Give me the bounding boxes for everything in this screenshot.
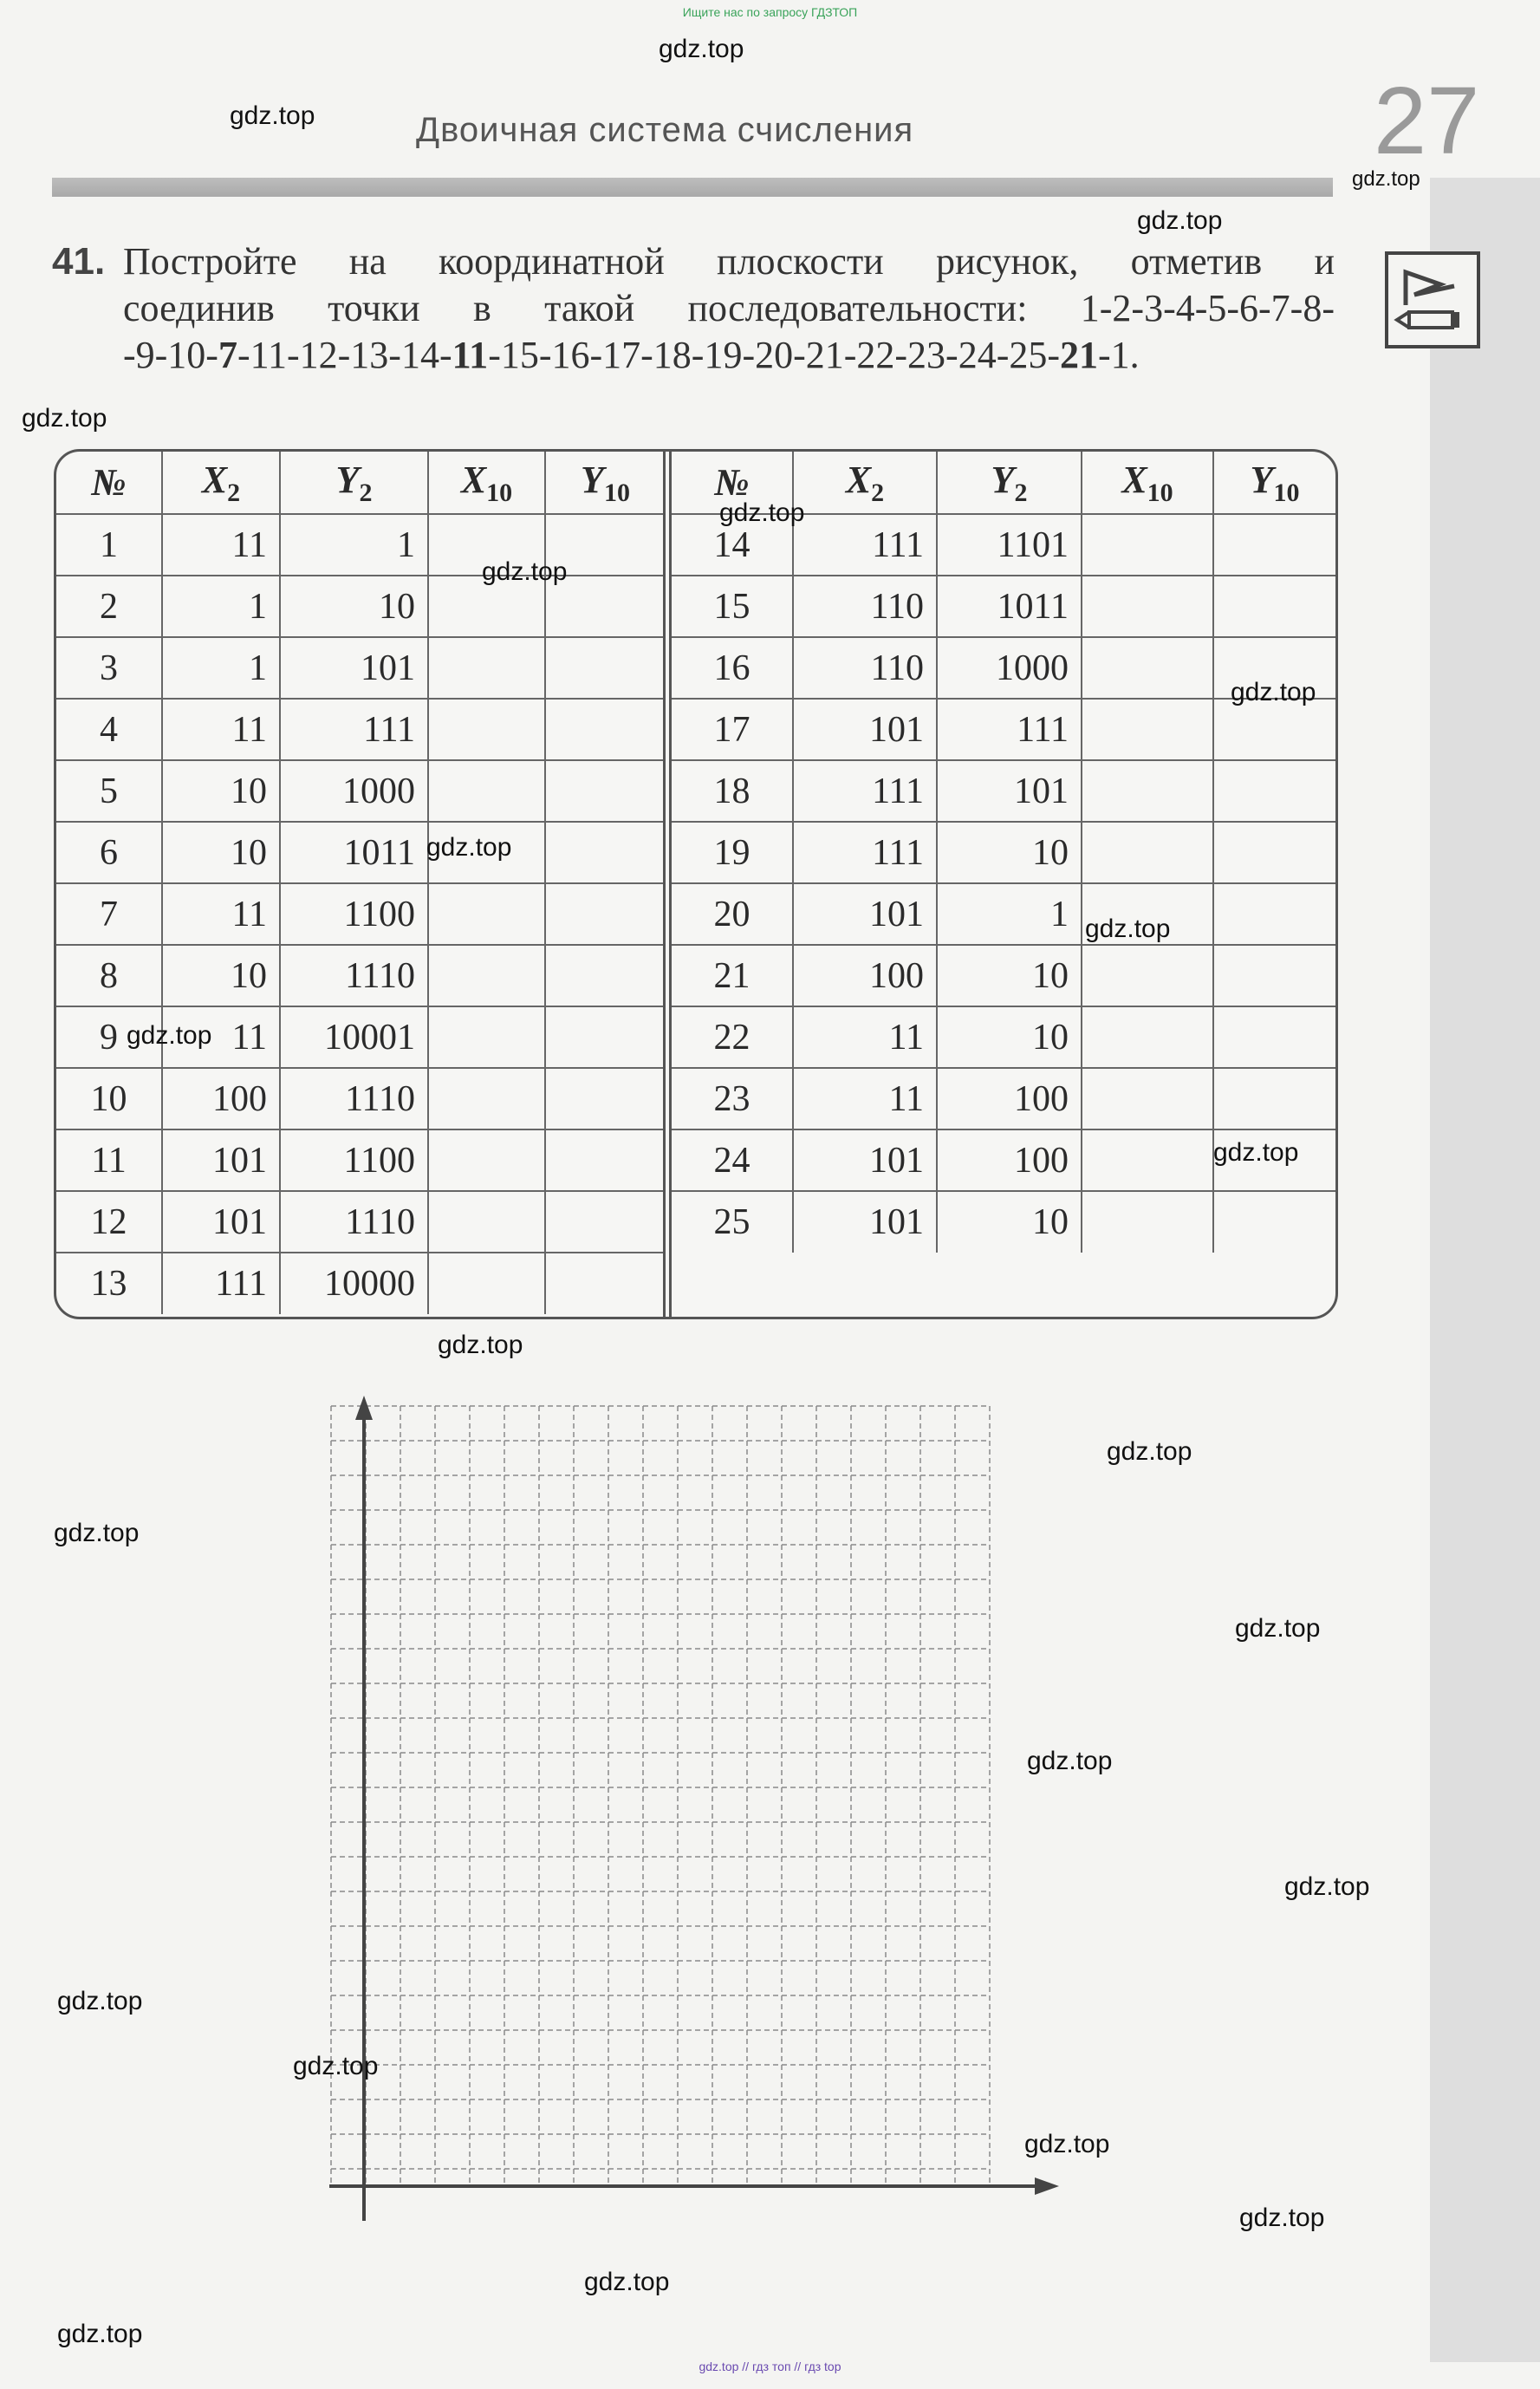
y10-cell[interactable]: [1213, 514, 1335, 576]
watermark: gdz.top: [127, 1021, 212, 1050]
x10-cell[interactable]: [428, 637, 545, 699]
y2-cell: 1100: [280, 883, 428, 945]
x2-cell: 10: [162, 822, 280, 883]
x2-cell: 1: [162, 637, 280, 699]
x2-cell: 10: [162, 945, 280, 1006]
table-left-half: [56, 452, 665, 1317]
y2-cell: 1000: [937, 637, 1082, 699]
task-line-3: -9-10-7-11-12-13-14-11-15-16-17-18-19-20-21-22-23-24-25-21-1.: [123, 334, 1140, 376]
x10-cell[interactable]: [428, 1068, 545, 1129]
watermark: gdz.top: [1107, 1437, 1192, 1466]
table-row: [56, 576, 665, 637]
point-number-cell: 15: [672, 576, 793, 637]
point-number-cell: 24: [672, 1129, 793, 1191]
y2-cell: 1011: [937, 576, 1082, 637]
point-number-cell: 22: [672, 1006, 793, 1068]
y2-cell: 111: [937, 699, 1082, 760]
watermark: gdz.top: [1027, 1747, 1113, 1775]
y2-cell: 1011: [280, 822, 428, 883]
x10-cell[interactable]: [428, 1191, 545, 1253]
x2-cell: 11: [793, 1006, 937, 1068]
y10-cell[interactable]: [545, 883, 665, 945]
x10-cell[interactable]: [428, 1129, 545, 1191]
header-y10: $Y_{10}$: [545, 452, 665, 514]
x10-cell[interactable]: [1082, 760, 1213, 822]
table-row: [672, 1068, 1335, 1129]
y2-cell: 1000: [280, 760, 428, 822]
x10-cell[interactable]: [1082, 514, 1213, 576]
table-row: [56, 637, 665, 699]
y2-cell: 10001: [280, 1006, 428, 1068]
x2-cell: 101: [793, 699, 937, 760]
side-band: [1430, 178, 1540, 2362]
x10-cell[interactable]: [1082, 576, 1213, 637]
y2-cell: 101: [937, 760, 1082, 822]
point-number-cell: 4: [56, 699, 162, 760]
watermark: gdz.top: [1284, 1872, 1370, 1901]
watermark: gdz.top: [1024, 2130, 1110, 2158]
y10-cell[interactable]: [1213, 1006, 1335, 1068]
x2-cell: 101: [162, 1129, 280, 1191]
table-row: [672, 822, 1335, 883]
point-number-cell: 7: [56, 883, 162, 945]
x2-cell: 100: [793, 945, 937, 1006]
watermark: gdz.top: [230, 101, 315, 130]
table-right-half: [672, 452, 1335, 1317]
table-row: [56, 760, 665, 822]
running-head: Двоичная система счисления: [416, 111, 914, 149]
footer-note: gdz.top // гдз топ // гдз top: [699, 2360, 841, 2373]
point-number-cell: 23: [672, 1068, 793, 1129]
x10-cell[interactable]: [1082, 1129, 1213, 1191]
y2-cell: 111: [280, 699, 428, 760]
x2-cell: 1: [162, 576, 280, 637]
point-number-cell: 2: [56, 576, 162, 637]
y10-cell[interactable]: [1213, 1191, 1335, 1253]
header-x2: $X_2$: [793, 452, 937, 514]
y10-cell[interactable]: [545, 822, 665, 883]
x2-cell: 10: [162, 760, 280, 822]
x2-cell: 101: [162, 1191, 280, 1253]
y2-cell: 1110: [280, 945, 428, 1006]
x2-cell: 101: [793, 1129, 937, 1191]
table-row: [56, 883, 665, 945]
table-row: [672, 883, 1335, 945]
y10-cell[interactable]: [545, 1006, 665, 1068]
watermark: gdz.top: [719, 498, 805, 527]
table-row: [672, 1191, 1335, 1253]
point-number-cell: 10: [56, 1068, 162, 1129]
watermark: gdz.top: [1352, 167, 1420, 191]
watermark: gdz.top: [1213, 1138, 1299, 1167]
watermark: gdz.top: [1137, 206, 1223, 235]
point-number-cell: 25: [672, 1191, 793, 1253]
x10-cell[interactable]: [428, 1253, 545, 1314]
top-note: Ищите нас по запросу ГДЗТОП: [682, 5, 858, 19]
y10-cell[interactable]: [545, 945, 665, 1006]
watermark: gdz.top: [482, 557, 568, 586]
x10-cell[interactable]: [428, 699, 545, 760]
y2-cell: 10: [937, 1191, 1082, 1253]
x10-cell[interactable]: [428, 945, 545, 1006]
table-row: [56, 822, 665, 883]
x10-cell[interactable]: [428, 760, 545, 822]
header-num: №: [672, 452, 793, 514]
point-number-cell: 11: [56, 1129, 162, 1191]
y10-cell[interactable]: [1213, 576, 1335, 637]
y10-cell[interactable]: [545, 699, 665, 760]
point-number-cell: 17: [672, 699, 793, 760]
x10-cell[interactable]: [1082, 945, 1213, 1006]
table-row: [672, 576, 1335, 637]
y10-cell[interactable]: [545, 760, 665, 822]
x2-cell: 11: [793, 1068, 937, 1129]
coordinate-grid: [321, 1396, 1083, 2245]
point-number-cell: 20: [672, 883, 793, 945]
point-number-cell: 16: [672, 637, 793, 699]
y2-cell: 1101: [937, 514, 1082, 576]
table-row: [672, 945, 1335, 1006]
y10-cell[interactable]: [1213, 883, 1335, 945]
point-number-cell: 12: [56, 1191, 162, 1253]
x10-cell[interactable]: [1082, 822, 1213, 883]
task-line-2: соединив точки в такой последовательности: 1-2-3-4-5-6-7-8-: [123, 287, 1335, 329]
x10-cell[interactable]: [1082, 1191, 1213, 1253]
watermark: gdz.top: [54, 1519, 140, 1547]
y10-cell[interactable]: [545, 1253, 665, 1314]
point-number-cell: 8: [56, 945, 162, 1006]
x2-cell: 111: [162, 1253, 280, 1314]
watermark: gdz.top: [1239, 2203, 1325, 2232]
header-x2: $X_2$: [162, 452, 280, 514]
x2-cell: 11: [162, 514, 280, 576]
y10-cell[interactable]: [545, 1191, 665, 1253]
x2-cell: 11: [162, 699, 280, 760]
watermark: gdz.top: [438, 1331, 523, 1359]
point-number-cell: 13: [56, 1253, 162, 1314]
point-number-cell: 5: [56, 760, 162, 822]
y2-cell: 10: [937, 822, 1082, 883]
x2-cell: 111: [793, 822, 937, 883]
point-number-cell: 21: [672, 945, 793, 1006]
x2-cell: 110: [793, 576, 937, 637]
y2-cell: 1: [937, 883, 1082, 945]
watermark: gdz.top: [1235, 1614, 1321, 1643]
task-number: 41.: [52, 240, 106, 283]
table-row: [672, 1006, 1335, 1068]
watermark: gdz.top: [293, 2052, 379, 2080]
y-axis-arrow: [355, 1396, 373, 1420]
point-number-cell: 3: [56, 637, 162, 699]
y10-cell[interactable]: [1213, 1068, 1335, 1129]
x10-cell[interactable]: [1082, 1006, 1213, 1068]
table-separator: [663, 452, 672, 1317]
y10-cell[interactable]: [545, 1129, 665, 1191]
header-num: №: [56, 452, 162, 514]
point-number-cell: 1: [56, 514, 162, 576]
y10-cell[interactable]: [545, 1068, 665, 1129]
table-row: [56, 1253, 665, 1314]
table-row: [56, 1068, 665, 1129]
y2-cell: 1100: [280, 1129, 428, 1191]
header-x10: $X_{10}$: [1082, 452, 1213, 514]
y2-cell: 100: [937, 1129, 1082, 1191]
y2-cell: 101: [280, 637, 428, 699]
header-y10: $Y_{10}$: [1213, 452, 1335, 514]
watermark: gdz.top: [57, 2320, 143, 2348]
header-bar: [52, 178, 1333, 197]
x10-cell[interactable]: [1082, 637, 1213, 699]
x2-cell: 111: [793, 514, 937, 576]
x2-cell: 101: [793, 1191, 937, 1253]
table-row: [56, 1129, 665, 1191]
x2-cell: 111: [793, 760, 937, 822]
y2-cell: 1110: [280, 1068, 428, 1129]
header-x10: $X_{10}$: [428, 452, 545, 514]
y10-cell[interactable]: [1213, 699, 1335, 760]
page-number: 27: [1374, 68, 1480, 174]
watermark: gdz.top: [22, 404, 107, 433]
point-number-cell: 18: [672, 760, 793, 822]
x2-cell: 100: [162, 1068, 280, 1129]
table-row: [56, 699, 665, 760]
table-row: [672, 699, 1335, 760]
y10-cell[interactable]: [545, 637, 665, 699]
point-number-cell: 6: [56, 822, 162, 883]
x10-cell[interactable]: [1082, 699, 1213, 760]
x-axis-arrow: [1035, 2177, 1059, 2195]
table-row: [56, 945, 665, 1006]
y10-cell[interactable]: [1213, 822, 1335, 883]
watermark: gdz.top: [57, 1987, 143, 2015]
table-row: [56, 1191, 665, 1253]
table-row: [56, 514, 665, 576]
x10-cell[interactable]: [428, 883, 545, 945]
point-number-cell: 9: [56, 1006, 162, 1068]
header-y2: $Y_2$: [280, 452, 428, 514]
watermark: gdz.top: [1231, 678, 1316, 706]
watermark: gdz.top: [584, 2268, 670, 2296]
y2-cell: 1110: [280, 1191, 428, 1253]
y2-cell: 10: [280, 576, 428, 637]
pencil-icon: [1385, 251, 1480, 348]
coordinates-table: [54, 449, 1338, 1319]
y2-cell: 100: [937, 1068, 1082, 1129]
watermark: gdz.top: [426, 833, 512, 862]
y10-cell[interactable]: [1213, 760, 1335, 822]
y2-cell: 10000: [280, 1253, 428, 1314]
x2-cell: 11: [162, 883, 280, 945]
watermark: gdz.top: [1085, 915, 1171, 943]
x2-cell: 110: [793, 637, 937, 699]
table-row: [672, 760, 1335, 822]
header-y2: $Y_2$: [937, 452, 1082, 514]
point-number-cell: 14: [672, 514, 793, 576]
x2-cell: 11: [162, 1006, 280, 1068]
y10-cell[interactable]: [1213, 945, 1335, 1006]
watermark: gdz.top: [659, 35, 744, 63]
x10-cell[interactable]: [428, 1006, 545, 1068]
y2-cell: 10: [937, 945, 1082, 1006]
y2-cell: 1: [280, 514, 428, 576]
point-number-cell: 19: [672, 822, 793, 883]
x10-cell[interactable]: [1082, 1068, 1213, 1129]
task-line-1: Постройте на координатной плоскости рисунок, отметив и: [123, 240, 1335, 283]
x2-cell: 101: [793, 883, 937, 945]
y2-cell: 10: [937, 1006, 1082, 1068]
